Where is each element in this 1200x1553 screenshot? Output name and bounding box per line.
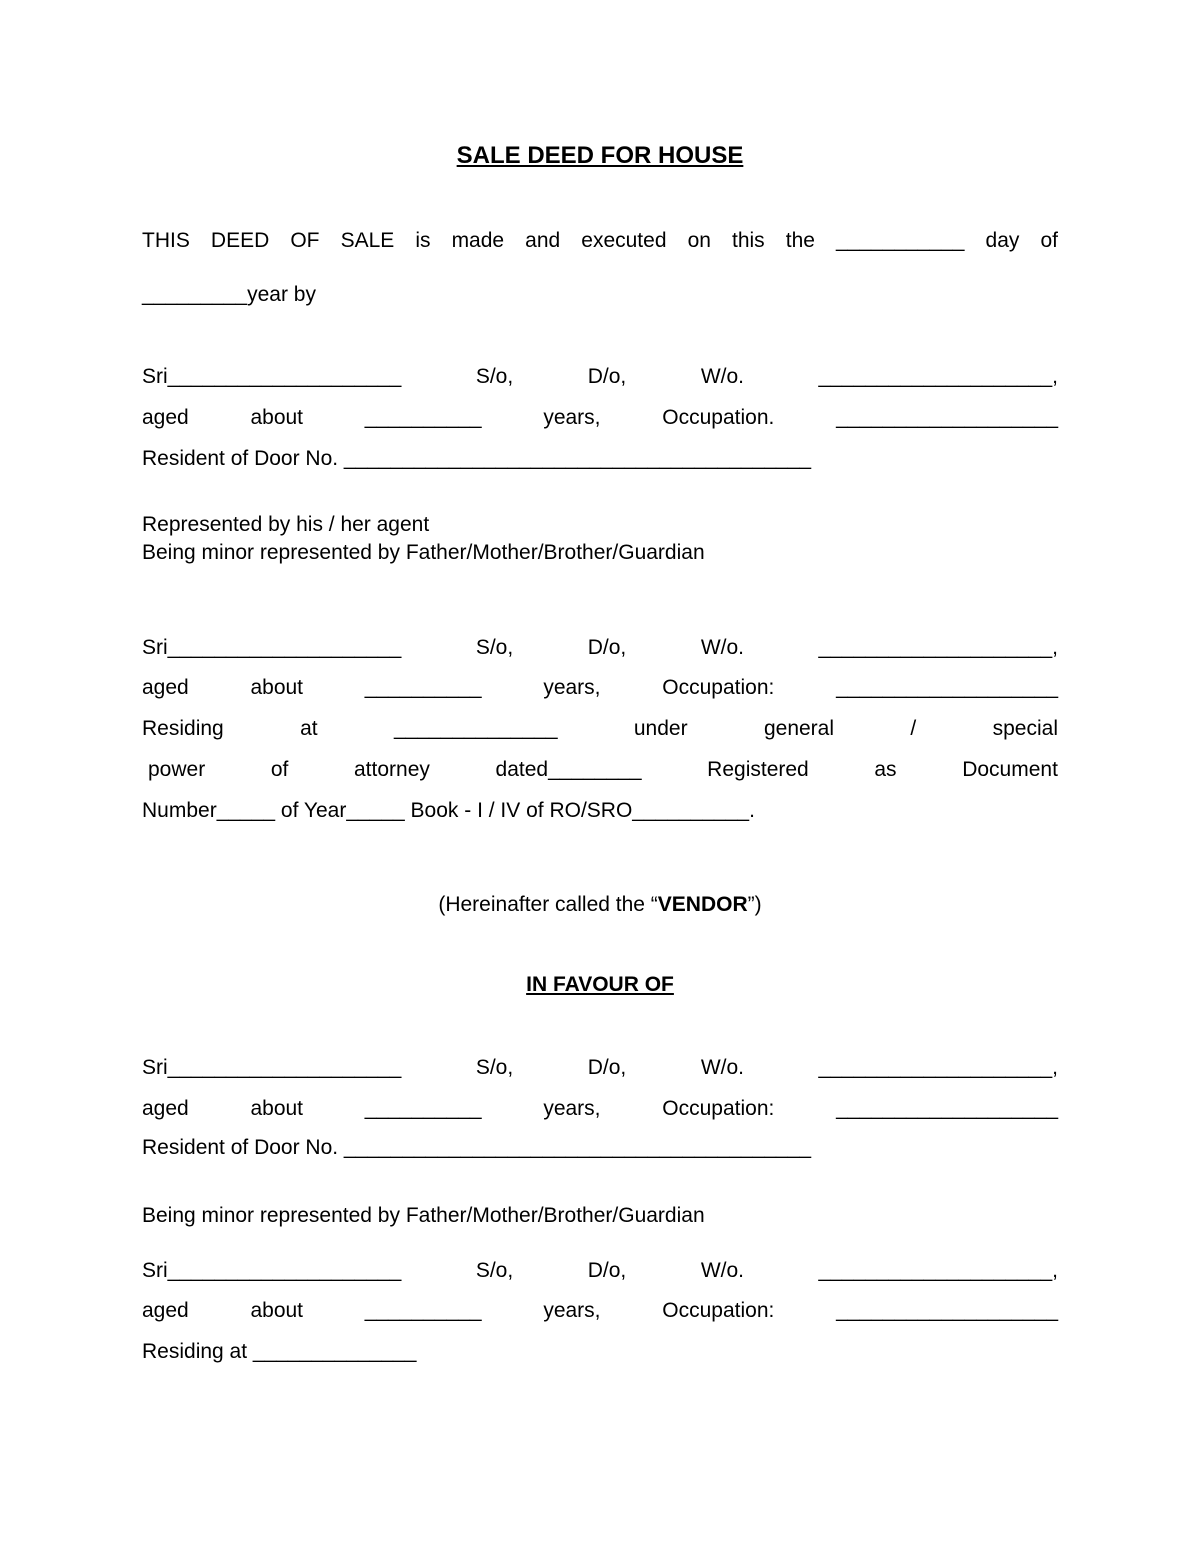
form-word: ____________________, xyxy=(818,365,1058,388)
form-word: ____________________, xyxy=(818,636,1058,659)
agent-number-line: Number_____ of Year_____ Book - I / IV of RO/SRO__________. xyxy=(142,799,755,822)
intro-line-1 xyxy=(142,229,1058,253)
form-word: ____________________, xyxy=(818,1056,1058,1079)
form-word: years, xyxy=(543,1097,601,1120)
form-word: D/o, xyxy=(587,1259,627,1282)
vendor-sri-line xyxy=(142,365,1058,389)
form-word: ___________________ xyxy=(836,1299,1058,1322)
agent-minor-line: Being minor represented by Father/Mother/Brother/Guardian xyxy=(142,541,705,564)
in-favour-of-heading: IN FAVOUR OF xyxy=(526,973,674,996)
form-word: __________ xyxy=(364,406,482,429)
form-word: at xyxy=(300,717,318,740)
form-word: general xyxy=(763,717,835,740)
vendor-door-line: Resident of Door No. ________________________________________ xyxy=(142,447,812,470)
form-word: D/o, xyxy=(587,365,627,388)
agent-power-line xyxy=(148,758,1058,782)
form-word: Registered xyxy=(707,758,809,781)
form-word: D/o, xyxy=(587,636,627,659)
vendor-aged-line xyxy=(142,406,1058,430)
form-word: aged xyxy=(142,676,189,699)
form-word: W/o. xyxy=(700,636,744,659)
agent-residing-line xyxy=(142,717,1058,741)
form-word: W/o. xyxy=(700,1259,744,1282)
agent-aged-line xyxy=(142,676,1058,700)
form-word: ____________________, xyxy=(818,1259,1058,1282)
form-word: ___________________ xyxy=(836,406,1058,429)
form-word: about xyxy=(250,406,304,429)
guardian-aged-line xyxy=(142,1299,1058,1323)
form-word: ______________ xyxy=(393,717,558,740)
form-word: about xyxy=(250,1299,304,1322)
form-word: aged xyxy=(142,1097,189,1120)
form-word: ___________________ xyxy=(836,1097,1058,1120)
form-word: Document xyxy=(962,758,1058,781)
intro-line-2: _________year by xyxy=(142,283,316,306)
form-word: under xyxy=(633,717,688,740)
vendee-sri-line xyxy=(142,1056,1058,1080)
form-word: W/o. xyxy=(700,365,744,388)
form-word: special xyxy=(992,717,1058,740)
form-word: Sri____________________ xyxy=(142,636,402,659)
form-word: the xyxy=(785,229,815,252)
form-word: S/o, xyxy=(475,1259,514,1282)
form-word: years, xyxy=(543,676,601,699)
form-word: __________ xyxy=(364,1299,482,1322)
form-word: Sri____________________ xyxy=(142,1259,402,1282)
form-word: years, xyxy=(543,1299,601,1322)
form-word: Occupation: xyxy=(662,1097,775,1120)
hereinafter-suffix: ”) xyxy=(747,893,762,916)
form-word: Occupation: xyxy=(662,676,775,699)
form-word: power xyxy=(148,758,206,781)
form-word: Sri____________________ xyxy=(142,365,402,388)
form-word: Sri____________________ xyxy=(142,1056,402,1079)
form-word: / xyxy=(910,717,917,740)
form-word: W/o. xyxy=(700,1056,744,1079)
form-word: aged xyxy=(142,1299,189,1322)
form-word: DEED xyxy=(210,229,270,252)
form-word: about xyxy=(250,1097,304,1120)
form-word: SALE xyxy=(340,229,395,252)
form-word: made xyxy=(451,229,505,252)
form-word: day xyxy=(985,229,1020,252)
form-word: this xyxy=(731,229,765,252)
agent-sri-line xyxy=(142,636,1058,660)
form-word: executed xyxy=(581,229,667,252)
guardian-residing-line: Residing at ______________ xyxy=(142,1340,417,1363)
guardian-minor-line: Being minor represented by Father/Mother/Brother/Guardian xyxy=(142,1204,705,1227)
hereinafter-prefix: (Hereinafter called the “ xyxy=(438,893,658,916)
form-word: and xyxy=(525,229,561,252)
agent-represented-line: Represented by his / her agent xyxy=(142,513,430,536)
form-word: __________ xyxy=(364,676,482,699)
form-word: __________ xyxy=(364,1097,482,1120)
form-word: S/o, xyxy=(475,365,514,388)
form-word: about xyxy=(250,676,304,699)
form-word: Occupation. xyxy=(662,406,775,429)
vendee-door-line: Resident of Door No. ________________________________________ xyxy=(142,1136,812,1159)
page-title: SALE DEED FOR HOUSE xyxy=(456,142,744,169)
form-word: on xyxy=(687,229,711,252)
form-word: THIS xyxy=(142,229,190,252)
hereinafter-line xyxy=(0,893,1200,917)
form-word: of xyxy=(1040,229,1058,252)
form-word: D/o, xyxy=(587,1056,627,1079)
form-word: ___________________ xyxy=(836,676,1058,699)
vendee-aged-line xyxy=(142,1097,1058,1121)
form-word: as xyxy=(874,758,897,781)
form-word: Residing xyxy=(142,717,224,740)
form-word: ___________ xyxy=(836,229,965,252)
guardian-sri-line xyxy=(142,1259,1058,1283)
form-word: of xyxy=(270,758,289,781)
form-word: years, xyxy=(543,406,601,429)
form-word: dated________ xyxy=(495,758,642,781)
form-word: attorney xyxy=(354,758,430,781)
form-word: is xyxy=(415,229,431,252)
vendor-label: VENDOR xyxy=(657,893,748,916)
form-word: S/o, xyxy=(475,1056,514,1079)
form-word: OF xyxy=(290,229,320,252)
form-word: Occupation: xyxy=(662,1299,775,1322)
form-word: aged xyxy=(142,406,189,429)
form-word: S/o, xyxy=(475,636,514,659)
